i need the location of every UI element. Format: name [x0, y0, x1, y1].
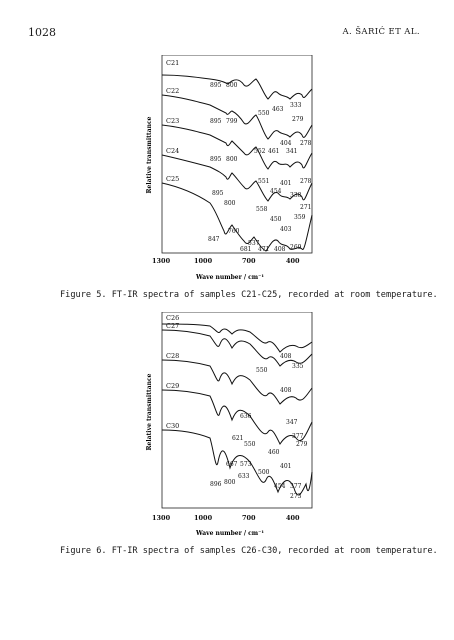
x-tick-label: 400	[286, 514, 300, 522]
peak-label: 450	[270, 216, 282, 223]
x-tick-labels	[152, 257, 300, 265]
peak-label: 338	[290, 192, 302, 199]
figure-6-plot	[140, 312, 320, 540]
peak-label: 408	[274, 246, 286, 253]
peak-label: 408	[280, 353, 292, 360]
peak-label: 454	[274, 483, 286, 490]
peak-label: 454	[270, 188, 282, 195]
peak-label: 273	[290, 493, 302, 500]
peak-label: 401	[280, 180, 292, 187]
peak-label: 537	[248, 240, 260, 247]
peak-label: 633	[238, 473, 250, 480]
peak-label: 800	[224, 200, 236, 207]
peak-label: 500	[258, 469, 270, 476]
figure-6	[140, 312, 320, 540]
peak-label: 550	[256, 367, 268, 374]
peak-label: 681	[240, 246, 252, 253]
peak-label: 667	[226, 461, 238, 468]
peak-label: 799	[226, 118, 238, 125]
figure-5-plot	[140, 55, 320, 285]
peak-label: 460	[268, 449, 280, 456]
peak-label: 573	[240, 461, 252, 468]
peak-label: 550	[244, 441, 256, 448]
x-tick-label: 700	[242, 257, 256, 265]
peak-label: 621	[232, 435, 244, 442]
peak-label: 895	[210, 156, 222, 163]
sample-label: C22	[166, 87, 180, 95]
peak-label: 558	[256, 206, 268, 213]
peak-label: 279	[292, 116, 304, 123]
x-tick-label: 1300	[152, 257, 171, 265]
peak-label: 550	[258, 110, 270, 117]
sample-label: C28	[166, 352, 180, 360]
running-header	[28, 26, 420, 40]
peak-label: 895	[212, 190, 224, 197]
peak-label: 377	[290, 483, 302, 490]
peak-label: 800	[226, 82, 238, 89]
page-number: 1028	[28, 26, 56, 39]
peak-labels	[208, 82, 312, 253]
y-axis-label: Relative transmittance	[146, 116, 153, 194]
peak-label: 760	[228, 228, 240, 235]
peak-label: 800	[226, 156, 238, 163]
peak-label: 895	[210, 118, 222, 125]
peak-label: 408	[280, 387, 292, 394]
peak-label: 401	[280, 463, 292, 470]
peak-label: 636	[240, 413, 252, 420]
sample-labels	[166, 59, 179, 183]
peak-label: 404	[280, 140, 292, 147]
peak-label: 341	[286, 148, 298, 155]
y-axis-label: Relative transmittance	[146, 373, 153, 451]
peak-label: 403	[280, 226, 292, 233]
sample-label: C25	[166, 175, 180, 183]
figure-6-caption: Figure 6. FT-IR spectra of samples C26-C30, recorded at room temperature.	[60, 546, 438, 556]
peak-label: 359	[294, 214, 306, 221]
peak-label: 847	[208, 236, 220, 243]
spectrum-C27	[162, 330, 312, 366]
x-tick-label: 1000	[194, 514, 213, 522]
peak-label: 471	[258, 246, 270, 253]
peak-label: 895	[210, 82, 222, 89]
sample-label: C23	[166, 117, 180, 125]
peak-label: 347	[286, 419, 298, 426]
peak-label: 461	[268, 148, 280, 155]
spectrum-C28	[162, 360, 312, 404]
peak-label: 279	[296, 441, 308, 448]
peak-label: 278	[300, 178, 312, 185]
peak-label: 278	[300, 140, 312, 147]
x-tick-label: 400	[286, 257, 300, 265]
sample-label: C30	[166, 422, 180, 430]
x-tick-label: 1300	[152, 514, 171, 522]
sample-label: C29	[166, 382, 180, 390]
peak-label: 333	[290, 102, 302, 109]
running-authors: A. ŠARIĆ ET AL.	[342, 27, 420, 37]
sample-label: C21	[166, 59, 180, 67]
x-axis-label: Wave number / cm⁻¹	[196, 530, 264, 537]
peak-label: 896	[210, 481, 222, 488]
peak-label: 269	[290, 244, 302, 251]
figure-5-caption: Figure 5. FT-IR spectra of samples C21-C25, recorded at room temperature.	[60, 290, 438, 300]
peak-label: 463	[272, 106, 284, 113]
x-tick-labels	[152, 514, 300, 522]
sample-label: C24	[166, 147, 180, 155]
sample-label: C27	[166, 322, 180, 330]
x-tick-label: 1000	[194, 257, 213, 265]
figure-5	[140, 55, 320, 285]
x-tick-label: 700	[242, 514, 256, 522]
peak-label: 800	[224, 479, 236, 486]
sample-labels	[166, 314, 179, 430]
peak-label: 551	[258, 178, 270, 185]
sample-label: C26	[166, 314, 180, 322]
plot-frame	[162, 312, 312, 508]
peak-label: 335	[292, 363, 304, 370]
x-axis-label: Wave number / cm⁻¹	[196, 274, 264, 281]
peak-label: 271	[300, 204, 312, 211]
peak-label: 552	[254, 148, 266, 155]
peak-label: 377	[292, 433, 304, 440]
spectrum-C26	[162, 324, 312, 352]
